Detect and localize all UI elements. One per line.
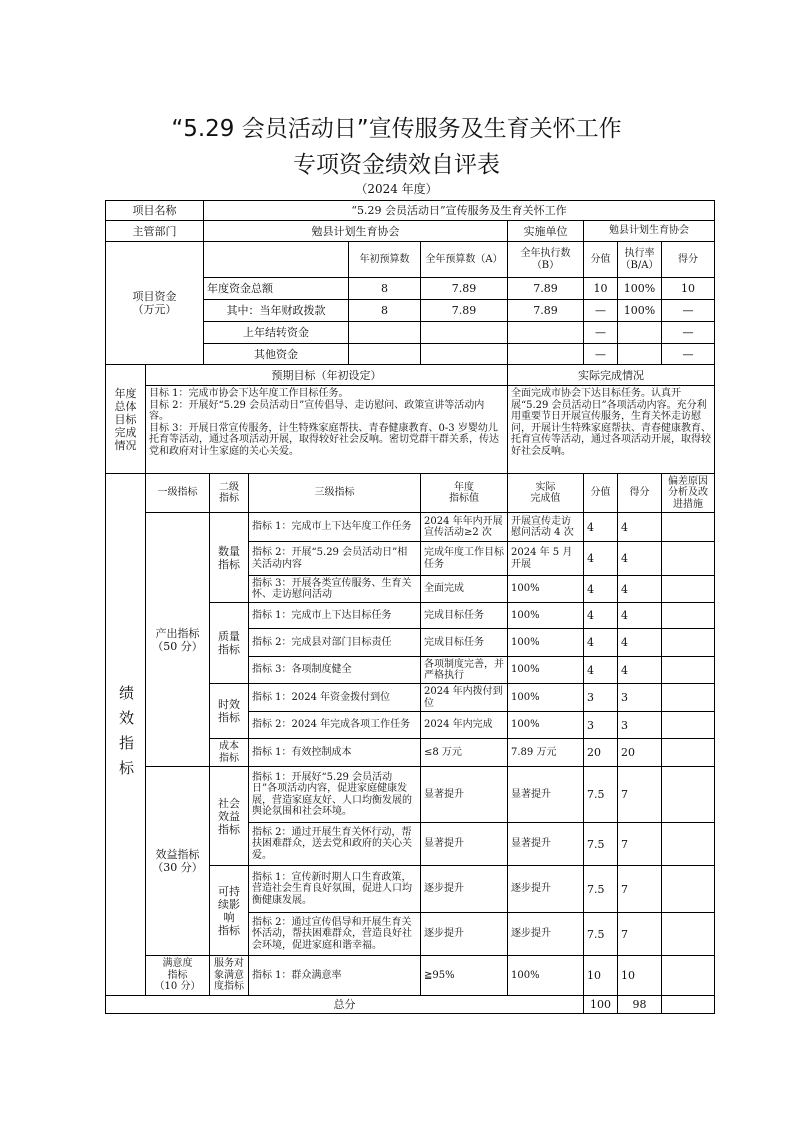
funds-cell-score_value-text: — (595, 347, 606, 361)
funds-header (507, 241, 584, 278)
indicator-indicator-text: 指标 1：完成市上下达年度工作任务 (252, 521, 412, 533)
indicator-indicator-text: 指标 1：开展好“5.29 会员活动日”各项活动内容，促进家庭健康发展，营造家庭友好、人口均衡发展的舆论氛围和社会环境。 (252, 771, 412, 817)
indicator-score_value-text: 20 (587, 746, 601, 759)
funds-cell-score_value (583, 321, 618, 344)
level2-social (209, 766, 249, 866)
indicator-deviation (661, 912, 715, 956)
total-label (105, 995, 584, 1014)
indicator-target-text: 显著提升 (424, 788, 464, 800)
funds-cell-score_value (583, 277, 618, 300)
goals-expected-text-text: 目标 1：完成市协会下达年度工作目标任务。 目标 2：开展好“5.29 会员活动日”宣传倡导、走访慰问、政策宣讲等活动内容。 目标 3：开展日常宣传服务，计生特殊家庭帮扶、青春健康教育、0-3 岁婴幼儿托育等活动，通过各项活动开展，取得较好社会反响。密切党群干群关系，传达党和政府对计生家庭的关心关爱。 (149, 388, 499, 457)
indicator-indicator-text: 指标 1：宣传新时期人口生育政策，营造社会生育良好氛围，促进人口均衡健康发展。 (252, 871, 412, 906)
funds-header-text: 得分 (678, 253, 698, 265)
funds-row-label (203, 343, 349, 365)
level1-output (145, 512, 210, 767)
indicator-indicator (248, 738, 421, 767)
indicator-score_value (583, 738, 618, 767)
funds-cell-initial (348, 343, 421, 365)
goals-actual-text (507, 385, 715, 474)
funds-header-blank (203, 241, 349, 278)
funds-cell-annual (420, 321, 508, 344)
indicator-deviation (661, 822, 715, 866)
indicator-score_value (583, 955, 618, 996)
indicator-score-text: 7 (621, 927, 628, 941)
indicator-actual (507, 711, 584, 739)
level2-service-text: 服务对 象满意 度指标 (214, 958, 244, 993)
indicator-actual-text: 开展宣传走访慰问活动 4 次 (511, 515, 574, 538)
funds-cell-score (661, 277, 715, 300)
indicator-target-text: 全面完成 (424, 583, 464, 595)
indicator-score-text: 4 (621, 520, 628, 534)
indicator-score_value (583, 865, 618, 913)
indicator-score-text: 4 (621, 609, 628, 622)
indicator-actual (507, 656, 584, 684)
indicator-actual-text: 100% (511, 583, 540, 595)
funds-cell-score_value-text: 10 (593, 282, 608, 295)
funds-cell-score (661, 299, 715, 322)
indicator-actual (507, 575, 584, 603)
level2-cost-text: 成本 指标 (219, 741, 239, 764)
impl-value (583, 220, 715, 242)
funds-cell-score-text: — (682, 347, 694, 361)
indicator-indicator-text: 指标 2：2024 年完成各项工作任务 (252, 719, 411, 731)
goals-actual-header (507, 364, 715, 386)
perf-header-target (420, 473, 508, 513)
perf-header-level3-text: 三级指标 (314, 487, 355, 499)
funds-cell-executed (507, 299, 584, 322)
funds-cell-score (661, 321, 715, 344)
title-line-1: “5.29 会员活动日”宣传服务及生育关怀工作 (171, 116, 622, 142)
indicator-indicator (248, 822, 421, 866)
funds-cell-annual-text: 7.89 (451, 282, 477, 295)
indicator-target-text: 完成目标任务 (424, 636, 484, 648)
total-deviation (661, 995, 715, 1014)
indicator-indicator (248, 955, 421, 996)
funds-header (583, 241, 618, 278)
indicator-actual-text: 逐步提升 (511, 883, 551, 895)
indicator-score (617, 955, 662, 996)
indicator-score_value (583, 575, 618, 603)
funds-header-text: 分值 (590, 253, 611, 265)
perf-header-level2-text: 二级 指标 (219, 481, 239, 504)
indicator-target-text: 逐步提升 (424, 883, 464, 895)
indicator-target (420, 766, 508, 823)
indicator-score-text: 10 (621, 969, 635, 982)
indicator-indicator (248, 683, 421, 712)
total-value-text: 100 (590, 998, 611, 1011)
indicator-indicator (248, 766, 421, 823)
indicator-target-text: 2024 年内完成 (424, 719, 493, 731)
level2-quantity-text: 数量 指标 (218, 544, 240, 571)
level2-cost (209, 738, 249, 767)
indicator-target (420, 628, 508, 657)
indicator-target-text: 各项制度完善，并严格执行 (424, 658, 504, 681)
indicator-deviation (661, 955, 715, 996)
funds-cell-rate (617, 277, 662, 300)
funds-cell-rate (617, 299, 662, 322)
indicator-target (420, 822, 508, 866)
funds-cell-score-text: — (682, 304, 694, 317)
funds-cell-executed (507, 277, 584, 300)
indicator-score_value (583, 628, 618, 657)
indicator-target-text: 2024 年年内开展宣传活动≥2 次 (424, 515, 503, 538)
perf-header-level2 (209, 473, 249, 513)
indicator-actual-text: 7.89 万元 (511, 746, 557, 758)
funds-header (661, 241, 715, 278)
indicator-indicator-text: 指标 3：开展各类宣传服务、生育关怀、走访慰问活动 (252, 577, 412, 600)
goals-expected-header-text: 预期目标（年初设定） (271, 368, 382, 382)
funds-cell-annual-text: 7.89 (451, 304, 477, 317)
funds-header-text: 全年执行数 （B） (520, 248, 571, 271)
impl-value-text: 勉县计划生育协会 (609, 225, 689, 237)
goals-actual-header-text: 实际完成情况 (578, 368, 644, 382)
funds-cell-score-text: 10 (681, 282, 695, 295)
indicator-score_value-text: 4 (587, 520, 594, 534)
indicator-score-text: 7 (621, 788, 628, 801)
indicator-actual (507, 602, 584, 629)
indicator-deviation (661, 711, 715, 739)
level1-benefit (145, 766, 210, 956)
funds-cell-initial (348, 277, 421, 300)
indicator-deviation (661, 628, 715, 657)
indicator-score_value (583, 602, 618, 629)
indicator-score (617, 541, 662, 576)
indicator-indicator-text: 指标 3：各项制度健全 (252, 664, 352, 676)
indicator-score_value-text: 4 (587, 609, 594, 622)
indicator-indicator-text: 指标 1：有效控制成本 (252, 746, 352, 758)
indicator-target (420, 711, 508, 739)
perf-header-deviation (661, 473, 715, 513)
funds-cell-initial (348, 321, 421, 344)
indicator-actual (507, 822, 584, 866)
indicator-indicator (248, 602, 421, 629)
funds-cell-executed (507, 321, 584, 344)
indicator-score_value (583, 541, 618, 576)
indicator-indicator-text: 指标 1：群众满意率 (252, 969, 342, 981)
level1-benefit-text: 效益指标 （30 分） (152, 848, 203, 874)
funds-cell-score-text: — (682, 326, 694, 339)
funds-cell-annual (420, 343, 508, 365)
indicator-score_value-text: 3 (587, 718, 594, 732)
project-name-value (203, 200, 715, 221)
indicator-actual-text: 显著提升 (511, 838, 551, 850)
level2-sustainable (209, 865, 249, 956)
level2-social-text: 社会 效益 指标 (218, 796, 240, 836)
goals-expected-header (145, 364, 508, 386)
indicator-score_value-text: 4 (587, 552, 594, 565)
indicator-actual (507, 683, 584, 712)
indicator-actual-text: 显著提升 (511, 788, 551, 800)
indicator-indicator (248, 575, 421, 603)
dept-value (203, 220, 508, 242)
indicator-deviation (661, 541, 715, 576)
funds-cell-score_value (583, 299, 618, 322)
indicator-score_value (583, 656, 618, 684)
goals-label (105, 364, 146, 474)
indicator-score_value (583, 711, 618, 739)
indicator-score (617, 711, 662, 739)
indicator-deviation (661, 766, 715, 823)
indicator-score (617, 656, 662, 684)
perf-header-level1 (145, 473, 210, 513)
impl-label (507, 220, 584, 242)
indicator-indicator-text: 指标 1：完成市上下达目标任务 (252, 609, 392, 621)
funds-cell-annual (420, 299, 508, 322)
indicator-target-text: ≤8 万元 (424, 746, 462, 758)
total-score (617, 995, 662, 1014)
project-name-label (105, 200, 204, 221)
indicator-score_value-text: 10 (587, 969, 601, 982)
indicator-target-text: 2024 年内拨付到位 (424, 686, 503, 709)
indicator-target-text: 完成年度工作目标任务 (424, 547, 504, 570)
funds-cell-initial-text: 8 (381, 304, 388, 317)
indicator-score_value-text: 4 (587, 582, 594, 596)
indicator-deviation (661, 656, 715, 684)
indicator-actual (507, 628, 584, 657)
indicator-score-text: 3 (621, 691, 628, 704)
indicator-score (617, 512, 662, 542)
year-label: （2024 年度） (355, 182, 438, 196)
indicator-target (420, 602, 508, 629)
indicator-score-text: 20 (621, 746, 635, 759)
indicator-indicator (248, 865, 421, 913)
indicator-score_value-text: 3 (587, 691, 594, 704)
funds-cell-executed-text: 7.89 (533, 282, 558, 295)
indicator-score (617, 575, 662, 603)
indicator-actual-text: 100% (511, 969, 540, 981)
indicator-actual-text: 2024 年 5 月开展 (511, 547, 573, 570)
goals-label-text: 年度 总体 目标 完成 情况 (114, 386, 137, 452)
level1-output-text: 产出指标 （50 分） (152, 626, 203, 653)
indicator-indicator (248, 541, 421, 576)
indicator-score_value-text: 4 (587, 636, 594, 649)
indicator-indicator (248, 711, 421, 739)
indicator-score-text: 3 (621, 718, 628, 732)
funds-header (348, 241, 421, 278)
funds-cell-score_value-text: — (595, 326, 606, 339)
indicator-target (420, 656, 508, 684)
indicator-score_value-text: 7.5 (587, 788, 605, 801)
indicator-score_value (583, 822, 618, 866)
indicator-score-text: 4 (621, 582, 628, 596)
funds-row-label-text: 上年结转资金 (243, 326, 309, 339)
dept-label (105, 220, 204, 242)
indicator-score (617, 683, 662, 712)
funds-cell-annual (420, 277, 508, 300)
indicator-actual (507, 912, 584, 956)
level2-sustainable-text: 可持 续影 响 指标 (218, 884, 240, 937)
total-value (583, 995, 618, 1014)
funds-header (617, 241, 662, 278)
indicator-score (617, 822, 662, 866)
funds-cell-rate-text: 100% (623, 304, 656, 317)
funds-row-label (203, 277, 349, 300)
indicator-indicator (248, 912, 421, 956)
indicator-target-text: 显著提升 (424, 838, 464, 850)
indicator-score_value-text: 7.5 (587, 927, 605, 941)
level2-quality (209, 602, 249, 684)
perf-header-deviation-text: 偏差原因 分析及改 进措施 (668, 475, 708, 510)
indicator-deviation (661, 738, 715, 767)
perf-header-target-text: 年度 指标值 (449, 481, 479, 504)
dept-value-text: 勉县计划生育协会 (311, 224, 400, 238)
total-label-text: 总分 (333, 998, 356, 1011)
indicator-actual-text: 100% (511, 609, 540, 621)
level2-service (209, 955, 249, 996)
indicator-actual (507, 512, 584, 542)
indicator-actual (507, 738, 584, 767)
funds-cell-initial-text: 8 (381, 282, 388, 295)
level2-timeliness (209, 683, 249, 739)
funds-cell-rate-text: 100% (623, 282, 656, 295)
perf-header-actual-text: 实际 完成值 (530, 481, 561, 504)
total-score-text: 98 (632, 998, 647, 1011)
indicator-indicator-text: 指标 2：完成县对部门目标责任 (252, 636, 392, 648)
funds-header-text: 年初预算数 (359, 253, 410, 265)
funds-cell-rate (617, 321, 662, 344)
indicator-score_value (583, 683, 618, 712)
funds-cell-score_value-text: — (595, 304, 606, 317)
funds-header-text: 执行率 （B/A） (620, 248, 659, 271)
indicator-deviation (661, 865, 715, 913)
project-name-value-text: “5.29 会员活动日”宣传服务及生育关怀工作 (351, 204, 567, 217)
impl-label-text: 实施单位 (523, 224, 568, 238)
indicator-score_value (583, 912, 618, 956)
perf-header-level1-text: 一级指标 (157, 487, 198, 499)
indicator-score (617, 628, 662, 657)
level1-satisfaction (145, 955, 210, 996)
indicator-deviation (661, 575, 715, 603)
indicator-indicator (248, 656, 421, 684)
indicator-actual-text: 100% (511, 691, 540, 703)
title-line-2: 专项资金绩效自评表 (293, 152, 500, 178)
indicator-indicator-text: 指标 2：通过开展生育关怀行动，帮扶困难群众，送去党和政府的关心关爱。 (252, 826, 412, 861)
indicator-score (617, 766, 662, 823)
funds-row-label-text: 年度资金总额 (207, 282, 273, 295)
funds-row-label (203, 321, 349, 344)
indicator-score-text: 7 (621, 837, 628, 851)
indicator-score_value-text: 4 (587, 663, 594, 677)
indicator-indicator-text: 指标 1：2024 年资金拨付到位 (252, 691, 391, 703)
indicator-score-text: 4 (621, 663, 628, 677)
project-name-label-text: 项目名称 (132, 204, 177, 217)
indicator-indicator-text: 指标 2：开展“5.29 会员活动日”相关活动内容 (252, 547, 408, 570)
funds-label-text: 项目资金 （万元） (132, 290, 177, 316)
dept-label-text: 主管部门 (132, 224, 177, 238)
indicator-actual-text: 逐步提升 (511, 928, 551, 940)
indicator-score_value (583, 512, 618, 542)
funds-row-label-text: 其中：当年财政拨款 (226, 304, 326, 317)
funds-cell-score_value (583, 343, 618, 365)
indicator-target-text: ≧95% (424, 969, 455, 981)
indicator-actual (507, 766, 584, 823)
indicator-deviation (661, 512, 715, 542)
indicator-score-text: 7 (621, 882, 628, 896)
funds-cell-executed-text: 7.89 (533, 304, 558, 317)
perf-header-score_value (583, 473, 618, 513)
level2-quantity (209, 512, 249, 603)
level2-timeliness-text: 时效 指标 (218, 698, 240, 724)
indicator-score (617, 865, 662, 913)
funds-header-text: 全年预算数（A） (425, 253, 503, 265)
funds-header (420, 241, 508, 278)
indicator-actual-text: 100% (511, 664, 540, 676)
indicator-deviation (661, 683, 715, 712)
funds-cell-executed (507, 343, 584, 365)
performance-label (105, 473, 146, 996)
performance-label-text: 绩效指标 (117, 684, 135, 785)
perf-header-level3 (248, 473, 421, 513)
level1-satisfaction-text: 满意度 指标 （10 分） (154, 958, 201, 993)
indicator-score (617, 602, 662, 629)
funds-cell-rate (617, 343, 662, 365)
indicator-actual (507, 865, 584, 913)
indicator-target (420, 955, 508, 996)
perf-header-score-text: 得分 (629, 487, 650, 499)
indicator-score-text: 4 (621, 636, 628, 649)
funds-cell-score (661, 343, 715, 365)
funds-row-label (203, 299, 349, 322)
indicator-score_value (583, 766, 618, 823)
indicator-target-text: 逐步提升 (424, 928, 464, 940)
indicator-score (617, 738, 662, 767)
indicator-target (420, 738, 508, 767)
indicator-deviation (661, 602, 715, 629)
indicator-target (420, 575, 508, 603)
indicator-target (420, 541, 508, 576)
indicator-indicator-text: 指标 2：通过宣传倡导和开展生育关怀活动，帮扶困难群众，营造良好社会环境，促进家庭和谐幸福。 (252, 916, 412, 951)
funds-row-label-text: 其他资金 (254, 347, 298, 361)
indicator-actual (507, 955, 584, 996)
perf-header-score (617, 473, 662, 513)
indicator-target (420, 912, 508, 956)
indicator-score_value-text: 7.5 (587, 837, 605, 851)
perf-header-actual (507, 473, 584, 513)
level2-quality-text: 质量 指标 (218, 630, 240, 656)
indicator-actual-text: 100% (511, 719, 540, 731)
indicator-indicator (248, 512, 421, 542)
indicator-target-text: 完成目标任务 (424, 609, 484, 621)
funds-cell-initial (348, 299, 421, 322)
goals-expected-text (145, 385, 508, 474)
indicator-target (420, 512, 508, 542)
indicator-score_value-text: 7.5 (587, 882, 605, 896)
indicator-actual-text: 100% (511, 636, 540, 648)
indicator-score-text: 4 (621, 552, 628, 565)
indicator-actual (507, 541, 584, 576)
indicator-score (617, 912, 662, 956)
perf-header-score_value-text: 分值 (590, 487, 611, 499)
indicator-indicator (248, 628, 421, 657)
goals-actual-text-text: 全面完成市协会下达目标任务。认真开展“5.29 会员活动日”各项活动内容。充分利用重要节日开展宣传服务，生育关怀走访慰问，开展计生特殊家庭帮扶、青春健康教育、托育宣传等活动，通过各项活动开展，取得较好社会反响。 (511, 388, 711, 457)
funds-label (105, 241, 204, 365)
indicator-target (420, 865, 508, 913)
indicator-target (420, 683, 508, 712)
